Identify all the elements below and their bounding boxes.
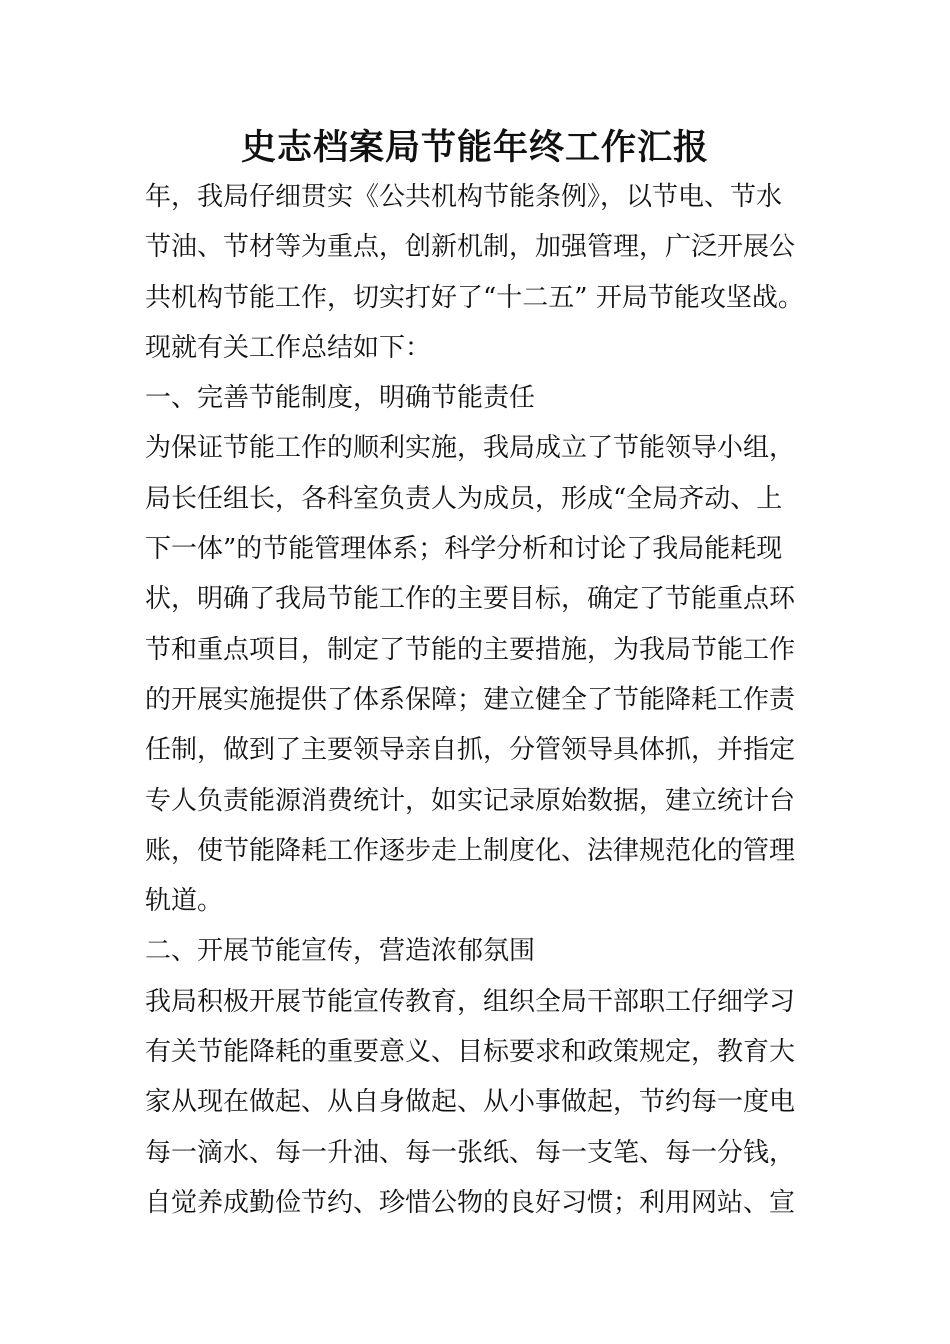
body-line: 共机构节能工作，切实打好了“十二五” 开局节能攻坚战。 <box>145 282 804 313</box>
body-line: 为保证节能工作的顺利实施，我局成立了节能领导小组， <box>145 433 796 464</box>
body-line: 年，我局仔细贯实《公共机构节能条例》，以节电、节水 <box>145 182 783 212</box>
body-line: 账，使节能降耗工作逐步走上制度化、法律规范化的管理 <box>145 835 796 866</box>
body-line: 下一体”的节能管理体系；科学分析和讨论了我局能耗现 <box>145 534 783 565</box>
document-title: 史志档案局节能年终工作汇报 <box>240 128 709 168</box>
body-line: 节和重点项目，制定了节能的主要措施，为我局节能工作 <box>145 634 796 665</box>
body-line: 任制，做到了主要领导亲自抓，分管领导具体抓，并指定 <box>145 735 796 766</box>
body-line: 轨道。 <box>145 886 224 917</box>
section-heading-1: 一、完善节能制度，明确节能责任 <box>145 383 536 414</box>
body-line: 状，明确了我局节能工作的主要目标，确定了节能重点环 <box>145 584 796 615</box>
body-line: 自觉养成勤俭节约、珍惜公物的良好习惯；利用网站、宣 <box>145 1187 796 1218</box>
body-line: 现就有关工作总结如下： <box>145 332 432 363</box>
body-line: 节油、节材等为重点，创新机制，加强管理，广泛开展公 <box>145 232 796 263</box>
body-line: 局长任组长，各科室负责人为成员，形成“全局齐动、上 <box>145 483 783 514</box>
body-line: 有关节能降耗的重要意义、目标要求和政策规定，教育大 <box>145 1037 796 1068</box>
body-line: 专人负责能源消费统计，如实记录原始数据，建立统计台 <box>145 785 796 816</box>
body-line: 的开展实施提供了体系保障；建立健全了节能降耗工作责 <box>145 684 796 715</box>
body-line: 家从现在做起、从自身做起、从小事做起，节约每一度电 <box>145 1087 796 1118</box>
body-line: 我局积极开展节能宣传教育，组织全局干部职工仔细学习 <box>145 986 796 1017</box>
body-line: 每一滴水、每一升油、每一张纸、每一支笔、每一分钱， <box>145 1137 796 1168</box>
section-heading-2: 二、开展节能宣传，营造浓郁氛围 <box>145 936 536 967</box>
document-body <box>145 172 825 1228</box>
